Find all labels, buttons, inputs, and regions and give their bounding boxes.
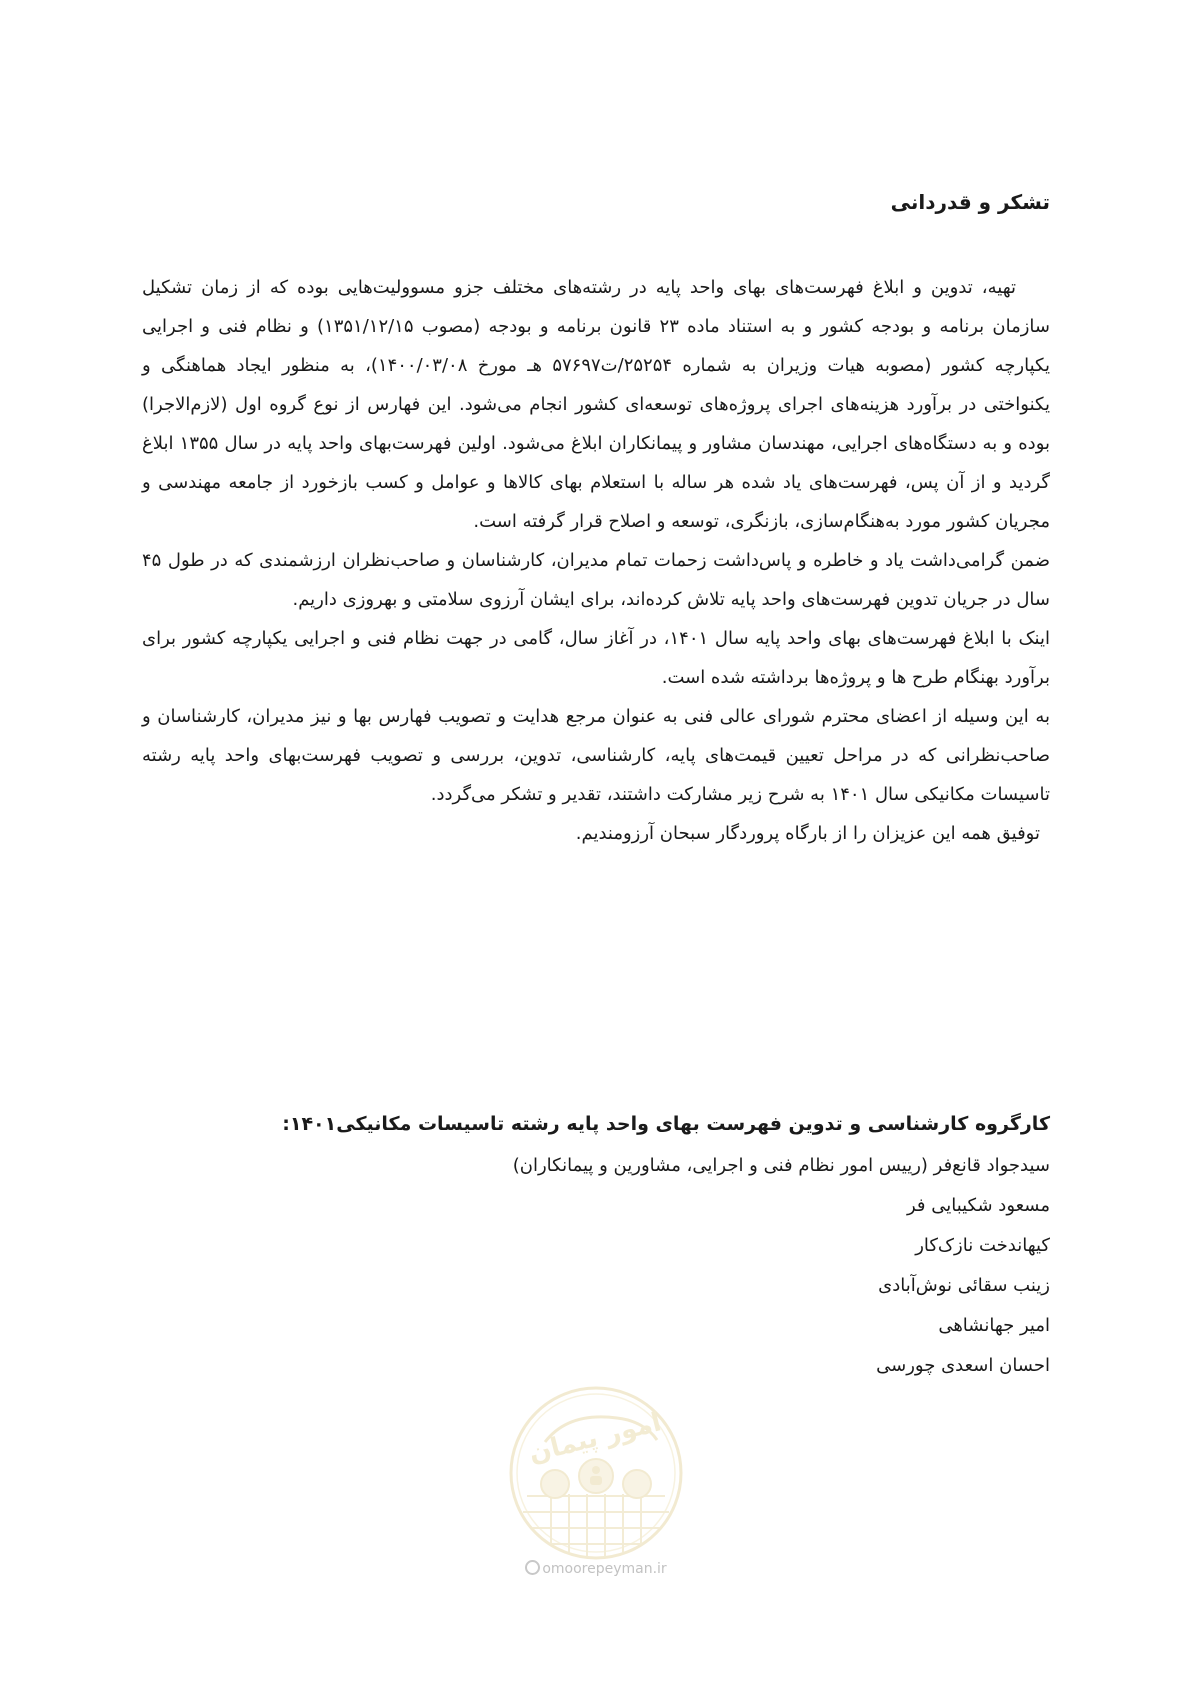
website-text: omoorepeyman.ir — [542, 1561, 667, 1577]
paragraph: به این وسیله از اعضای محترم شورای عالی فنی به عنوان مرجع هدایت و تصویب فهارس بها و نیز مدیران، کارشناسان و صاحب‌نظرانی که در مراحل تعیین قیمت‌های پایه، کارشناسی، تدوین، بررسی و تصویب فهرست‌بهای واحد پایه رشته تاسیسات مکانیکی سال ۱۴۰۱ به شرح زیر مشارکت داشتند، تقدیر و تشکر می‌گردد. — [142, 706, 1050, 805]
working-group-title: کارگروه کارشناسی و تدوین فهرست بهای واحد پایه رشته تاسیسات مکانیکی۱۴۰۱: — [282, 1113, 1050, 1135]
paragraph: ضمن گرامی‌داشت یاد و خاطره و پاس‌داشت زحمات تمام مدیران، کارشناسان و صاحب‌نظران ارزشمندی که در طول ۴۵ سال در جریان تدوین فهرست‌های واحد پایه تلاش کرده‌اند، برای ایشان آرزوی سلامتی و بهروزی داریم. — [142, 550, 1050, 610]
member-list — [142, 1146, 1050, 1386]
list-item: کیهاندخت نازک‌کار — [915, 1235, 1050, 1256]
website-watermark — [486, 1560, 706, 1577]
paragraph: تهیه، تدوین و ابلاغ فهرست‌های بهای واحد پایه در رشته‌های مختلف جزو مسوولیت‌هایی بوده که از زمان تشکیل سازمان برنامه و بودجه کشور و به استناد ماده ۲۳ قانون برنامه و بودجه (مصوب ۱۳۵۱/۱۲/۱۵) و نظام فنی و اجرایی یکپارچه کشور (مصوبه هیات وزیران به شماره ۲۵۲۵۴/ت۵۷۶۹۷ هـ مورخ ۱۴۰۰/۰۳/۰۸)، به منظور ایجاد هماهنگی و یکنواختی در برآورد هزینه‌های اجرای پروژه‌های توسعه‌ای کشور انجام می‌شود. این فهارس از نوع گروه اول (لازم‌الاجرا) بوده و به دستگاه‌های اجرایی، مهندسان مشاور و پیمانکاران ابلاغ می‌شود. اولین فهرست‌بهای واحد پایه در سال ۱۳۵۵ ابلاغ گردید و از آن پس، فهرست‌های یاد شده هر ساله با استعلام بهای کالاها و عوامل و کسب بازخورد از جامعه مهندسی و مجریان کشور مورد به‌هنگام‌سازی، بازنگری، توسعه و اصلاح قرار گرفته است. — [142, 277, 1051, 532]
logo-text: امور پیمان — [525, 1407, 665, 1470]
list-item: امیر جهانشاهی — [938, 1315, 1050, 1336]
list-item: زینب سقائی نوش‌آبادی — [878, 1275, 1050, 1296]
list-item: مسعود شکیبایی فر — [906, 1195, 1050, 1216]
list-item: احسان اسعدی چورسی — [876, 1355, 1050, 1376]
page-title: تشکر و قدردانی — [890, 190, 1050, 214]
paragraph: اینک با ابلاغ فهرست‌های بهای واحد پایه سال ۱۴۰۱، در آغاز سال، گامی در جهت نظام فنی و اجرایی یکپارچه کشور برای برآورد بهنگام طرح ها و پروژه‌ها برداشته شده است. — [142, 628, 1050, 688]
body-text — [142, 268, 1050, 853]
paragraph: توفیق همه این عزیزان را از بارگاه پروردگار سبحان آرزومندیم. — [575, 823, 1040, 844]
watermark-logo — [507, 1384, 685, 1562]
list-item: سیدجواد قانع‌فر (رییس امور نظام فنی و اجرایی، مشاورین و پیمانکاران) — [512, 1155, 1050, 1176]
at-icon — [525, 1560, 540, 1575]
working-group — [142, 1106, 1050, 1386]
